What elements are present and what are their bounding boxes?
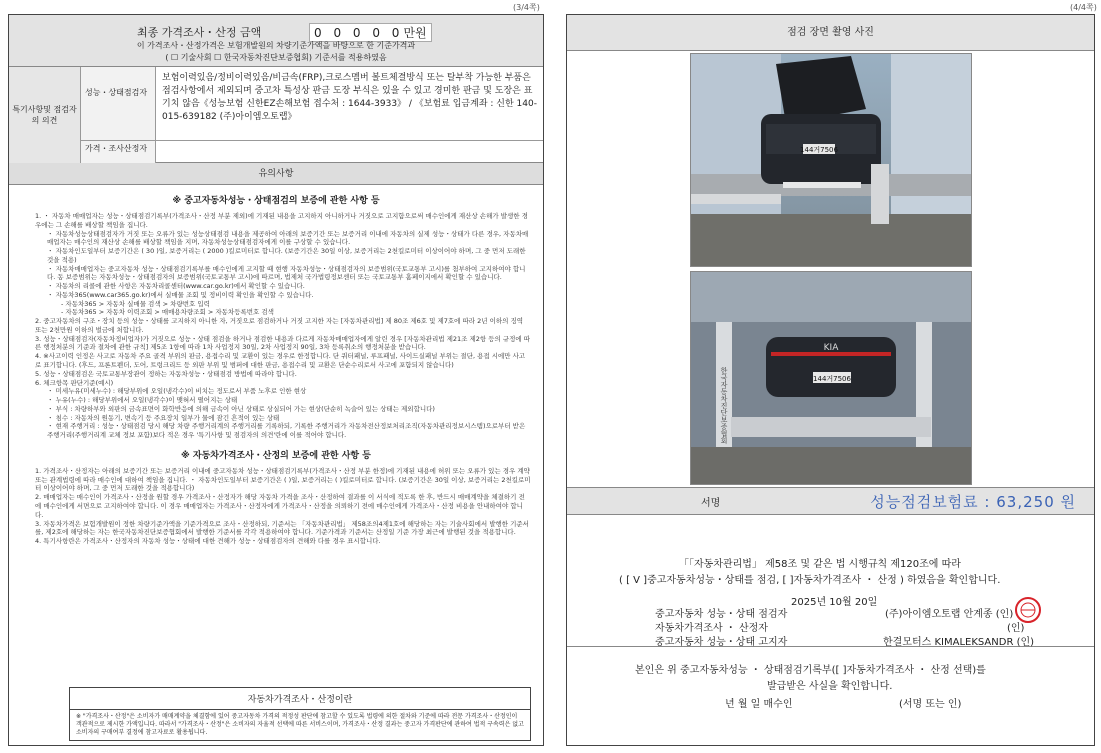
photo-section-header: 점검 장면 촬영 사진 — [567, 15, 1094, 51]
page-number-right: (4/4쪽) — [1070, 3, 1097, 12]
official-seal-icon — [1013, 595, 1043, 625]
price-note-1: 이 가격조사・산정가격은 보험개발원의 차량기준가액을 바탕으로 한 기준가격과 — [136, 41, 416, 50]
performance-inspector-label: 성능・상태점검자 — [81, 67, 156, 141]
inspection-photo-rear — [690, 271, 972, 485]
caution-header: 유의사항 — [9, 163, 543, 185]
section1-item: - 자동차365 > 자동차 실매물 검색 > 차량번호 입력 — [61, 299, 210, 308]
section2-title: ※ 자동차가격조사・산정의 보증에 관한 사항 등 — [181, 450, 371, 461]
declaration-section — [567, 515, 1094, 647]
section1-item: ・ 자동차인도일부터 보증기간은 ( 30 )일, 보증거리는 ( 2000 )킬로미터로 합니다. (보증기간은 30일 이상, 보증거리는 2천킬로미터 이상이어야 하며, 그 중 먼저 도래한 것을 적용) — [47, 247, 526, 264]
section1-item: ・ 자동차성능상태점검자가 거짓 또는 오류가 있는 성능상태점검 내용을 제공하여 아래의 보증기간 또는 보증거리 이내에 자동차의 실제 성능・상태가 다른 경우, 자동차매매업자는 매수인의 재산상 손해를 배상할 책임을 지며, 자동차성능상태점검자에게 이를 구상할 수 있습니다. — [47, 229, 529, 247]
signer-2-label: 자동차가격조사 ・ 산정자 — [655, 623, 768, 634]
note-box-title: 자동차가격조사・산정이란 — [70, 688, 530, 710]
price-note-2: ( ☐ 기술사회 ☐ 한국자동차진단보증협회) 기준서를 적용하였음 — [165, 53, 387, 62]
signer-1-name: (주)아이엠오토랩 안계종 (인) — [885, 609, 1014, 620]
license-plate-text: 144거7506 — [800, 146, 838, 154]
section1-item: ・ 부식 : 차량하부와 외판의 금속표면이 화학반응에 의해 금속이 아닌 상태로 상실되어 가는 현상(단순히 녹슬어 있는 상태는 제외합니다) — [47, 404, 435, 413]
caution-body — [9, 185, 543, 745]
receipt-line-4: (서명 또는 인) — [899, 699, 962, 710]
signature-label: 서명 — [701, 498, 721, 509]
section2-item: 4. 특기사항란은 가격조사・산정자의 자동차 성능・상태에 대한 견해가 성능・상태점검자의 견해와 다를 경우 표시합니다. — [35, 537, 381, 546]
wall-banner-text: 한국자동차진단보증협회 — [720, 367, 728, 444]
price-assessment-note-box — [69, 687, 531, 741]
receipt-section — [567, 647, 1094, 745]
insurance-fee: 성능점검보험료 : 63,250 원 — [870, 493, 1076, 511]
note-box-text: ※ "가격조사・산정"은 소비자가 매매계약을 체결함에 있어 중고자동차 가격의 적정성 판단에 참고할 수 있도록 법령에 의한 절차와 기준에 따라 전문 가격조사・산정인이 객관적으로 제시한 가액입니다. 따라서 "가격조사・산정"은 소비자의 자율적 선택에 따른 서비스이며, 가격조사・산정 결과는 중고자 가격판단에 관하여 법적 구속력은 없고 소비자의 구매여부 결정에 참고자료로 활용됩니다. — [76, 713, 524, 737]
section1-item: ・ 누유(누수) : 해당부위에서 오일(냉각수)이 맺혀서 떨어지는 상태 — [47, 396, 238, 405]
declaration-line-1: 「「자동차관리법」 제58조 및 같은 법 시행규칙 제120조에 따라 — [679, 559, 961, 570]
price-assessor-notes — [156, 141, 543, 163]
amount-digits: 0 0 0 0 0 — [314, 26, 404, 40]
special-notes-section — [9, 67, 543, 163]
wall-banner — [720, 366, 728, 445]
special-notes-text: 보험이력있음/정비이력있음/비금속(FRP),크로스멤버 볼트체결방식 또는 탈부착 가능한 부품은 점검사항에서 제외되며 중고차 특성상 판금 도장 부식은 있을 수 있고 경미한 판금 및 도장은 표기치 않음《성능보험 신한EZ손해보험 접수처 : 1644-3933》 / 《보험료 입금계좌 : 신한 140-015-639182 (주)아이엠오토랩》 — [156, 67, 543, 141]
section2-item: 3. 자동차가격은 보험개발원이 정한 차량기준가액을 기준가격으로 조사・산정하되, 기준서는 「자동차관리법」 제58조의4제1호에 해당하는 자는 기술사회에서 발행한 기준서를, 제2호에 해당하는 자는 한국자동차진단보증협회에서 발행한 기준서를 각각 적용하여야 합니다. 기준가격과 기준서는 산정일 기준 가장 최근에 발행된 것을 적용합니다. — [35, 519, 529, 537]
special-notes-label: 특기사항및 점검자의 의견 — [9, 67, 81, 163]
signer-3-label: 중고자동차 성능・상태 고지자 — [655, 637, 788, 648]
section1-item: 4. ※사고이력 인정은 사고로 자동차 주요 골격 부위의 판금, 용접수리 및 교환이 있는 경우로 한정합니다. 단 쿼터패널, 루프패널, 사이드실패널 부위는 절단, 용접 시에만 사고로 표기합니다. (후드, 프론트펜더, 도어, 트렁크리드 등 외판 부위 및 범퍼에 대한 판금, 용접수리 및 교환은 단순수리로서 사고에 포함되지 않습니다) — [35, 352, 526, 370]
signer-2-name: (인) — [1007, 623, 1025, 634]
section1-item: ・ 자동차매매업자는 중고자동차 성능・상태점검기록부를 매수인에게 고지할 때 현행 자동차성능・상태점검자의 보증범위(국토교통부 고시)를 첨부하여 고지하여야 합니다. 동 보증범위는 자동차성능・상태점검자의 보증범위(국토교통부 고시)에 따르며, 법제처 국가법령정보센터 또는 국토교통부 홈페이지에서 확인할 수 있습니다. — [47, 264, 526, 282]
left-page — [8, 14, 544, 746]
section1-item: 2. 중고자동차의 구조・장치 등의 성능・상태를 고지하지 아니한 자, 거짓으로 점검하거나 거짓 고지한 자는 [자동차관리법] 제 80조 제6호 및 제7호에 따라 2년 이하의 징역 또는 2천만원 이하의 벌금에 처합니다. — [35, 317, 524, 334]
section1-item: ・ 현재 주행거리 : 성능・상태점검 당시 해당 차량 주행거리계의 주행거리를 기록하되, 기록한 주행거리가 자동차전산정보처리조직(자동차관리정보시스템)으로부터 받은 주행거리(주행거리계 교체 정보 포함)보다 적은 경우 '특기사항 및 점검자의 의견'란에 이를 적어야 합니다. — [47, 422, 526, 440]
section2-item: 2. 매매업자는 매수인이 가격조사・산정을 원할 경우 가격조사・산정자가 해당 자동차 가격을 조사・산정하여 결과를 이 서식에 적도록 한 후, 반드시 매매계약을 체결하기 전에 매수인에게 서면으로 고지하여야 합니다. 이 경우 매매업자는 가격조사・산정자에게 가격조사・산정을 의뢰하기 전에 매수인에게 가격조사・산정 비용을 안내하여야 합니다. — [35, 493, 525, 519]
receipt-line-1: 본인은 위 중고자동차성능 ・ 상태점검기록부([ ]자동차가격조사 ・ 산정 선택)를 — [635, 665, 986, 676]
section2-item: 1. 가격조사・산정자는 아래의 보증기간 또는 보증거리 이내에 중고자동차 성능・상태점검기록부(가격조사・산정 부분 한정)에 기재된 내용에 허위 또는 오류가 있는 경우 계약 또는 관계법령에 따라 매수인에 대하여 책임을 집니다. ・ 자동차인도일부터 보증기간은 ( )일, 보증거리는 ( )킬로미터로 합니다. (보증기간은 30일 이상, 보증거리는 2천킬로미터 이상이어야 하며, 그 중 먼저 도래한 것을 적용합니다) — [35, 466, 531, 493]
inspection-photo-front — [690, 53, 972, 267]
page-number-left: (3/4쪽) — [513, 3, 540, 12]
license-plate-text: 144거7506 — [813, 375, 851, 383]
section1-item: 3. 성능・상태점검자(자동차정비업자)가 거짓으로 성능・상태 점검을 하거나 점검한 내용과 다르게 자동차매매업자에게 알린 경우 [자동차관리법 제21조 제2항 등의 규정에 따른 행정처분의 기준과 절차에 관한 규칙] 제5조 1항에 따라 1차 사업정지 30일, 2차 사업정지 90일, 3차 등록취소의 행정처분을 받습니다. — [35, 334, 531, 352]
section1-item: ・ 자동차365(www.car365.go.kr)에서 실매물 조회 및 정비이력 확인을 확인할 수 있습니다. — [47, 290, 314, 299]
declaration-date: 2025년 10월 20일 — [791, 597, 878, 608]
section1-item: 5. 성능・상태점검은 국토교통부장관이 정하는 자동차성능・상태점검 방법에 따라야 합니다. — [35, 369, 297, 378]
declaration-line-2: ( [ V ]중고자동차성능・상태를 점검, [ ]자동차가격조사 ・ 산정 ) 하였음을 확인합니다. — [619, 575, 1001, 586]
right-page — [566, 14, 1095, 746]
section1-item: ・ 자동차의 리콜에 관한 사항은 자동차리콜센터(www.car.go.kr)에서 확인할 수 있습니다. — [47, 282, 305, 291]
amount-unit: 만원 — [403, 26, 427, 40]
signature-fee-bar — [567, 487, 1094, 515]
section1-item: 1. ・ 자동차 매매업자는 성능・상태점검기록부(가격조사・산정 부분 제외)에 기재된 내용을 고지하지 아니하거나 거짓으로 고지함으로써 매수인에게 재산상 손해가 발생한 경우에는 그 손해를 배상할 책임을 집니다. — [35, 212, 528, 229]
section1-item: - 자동차365 > 자동차 이력조회 > 매매용차량조회 > 자동차등록번호 검색 — [61, 308, 274, 317]
receipt-line-3: 년 월 일 매수인 — [725, 699, 793, 710]
section1-item: 6. 체크항목 판단기준(예시) — [35, 378, 114, 387]
final-price-section — [9, 15, 543, 67]
section1-title: ※ 중고자동차성능・상태점검의 보증에 관한 사항 등 — [172, 196, 380, 206]
final-price-title: 최종 가격조사・산정 금액 — [137, 26, 262, 39]
signer-1-label: 중고자동차 성능・상태 점검자 — [655, 609, 788, 620]
section1-item: ・ 미세누유(미세누수) : 해당부위에 오일(냉각수)이 비치는 정도로서 부품 노후로 인한 현상 — [47, 387, 307, 396]
section1-item: ・ 침수 : 자동차의 원동기, 변속기 등 주요장치 일부가 물에 잠긴 흔적이 있는 상태 — [47, 413, 280, 422]
receipt-line-2: 발급받은 사실을 확인합니다. — [767, 681, 893, 692]
signer-3-name: 한결모터스 KIMALEKSANDR (인) — [883, 637, 1035, 648]
svg-text:KIA: KIA — [823, 343, 839, 353]
price-assessor-label: 가격・조사산정자 — [81, 141, 156, 163]
